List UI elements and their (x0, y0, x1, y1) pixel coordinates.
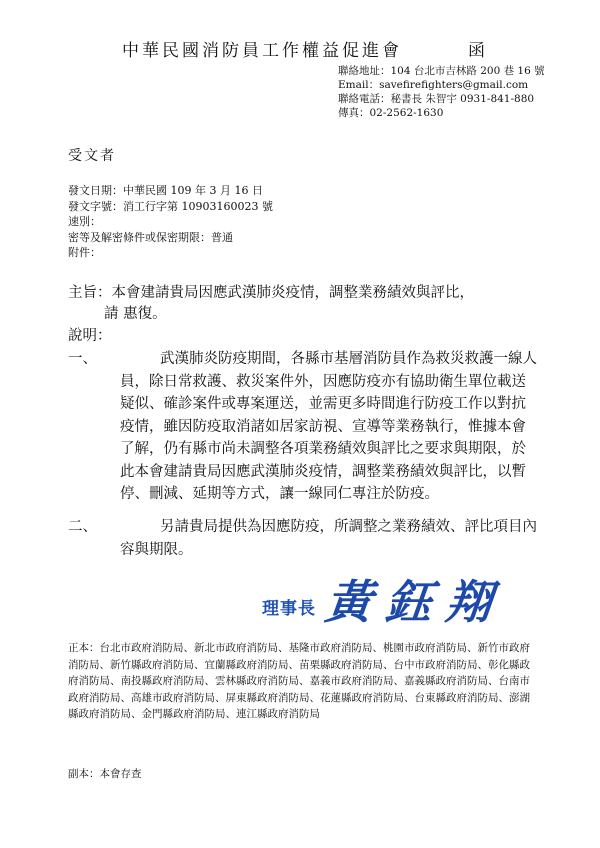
attachments: 附件： (68, 246, 101, 259)
document-meta (68, 183, 273, 261)
subject-line-2: 請 惠復。 (104, 306, 167, 322)
signature-block (262, 566, 509, 632)
explanation-label: 說明： (68, 328, 112, 344)
item-text (28, 516, 538, 561)
contact-fax: 傳真：02-2562-1630 (338, 107, 444, 119)
contact-block (338, 64, 588, 120)
signature-name: 黃鈺翔 (322, 575, 509, 629)
urgency: 速別： (68, 215, 101, 228)
distribution-main: 正本：台北市政府消防局、新北市政府消防局、基隆市政府消防局、桃園市政府消防局、新竹市政府消防局、新竹縣政府消防局、宜蘭縣政府消防局、苗栗縣政府消防局、台中市政府消防局、彰化縣政府消防局、南投縣政府消防局、雲林縣政府消防局、嘉義市政府消防局、嘉義縣政府消防局、台南市政府消防局、高雄市政府消防局、屏東縣政府消防局、花蓮縣政府消防局、台東縣政府消防局、澎湖縣政府消防局、金門縣政府消防局、連江縣政府消防局 (68, 642, 530, 720)
item-text-content: 武漢肺炎防疫期間，各縣市基層消防員作為救災救護一線人員，除日常救護、救災案件外，因應防疫亦有協助衛生單位載送疑似、確診案件或專案運送，並需更多時間進行防疫工作以對抗疫情，雖因防疫取消諸如居家訪視、宣導等業務執行，惟據本會了解，仍有縣市尚未調整各項業務績效與評比之要求與期限，於此本會建請貴局因應武漢肺炎疫情，調整業務績效與評比，以暫停、刪減、延期等方式，讓一線同仁專注於防疫。 (120, 351, 537, 502)
subject (68, 283, 538, 325)
contact-phone: 聯絡電話：秘書長 朱智宇 0931-841-880 (338, 93, 535, 105)
issue-date: 發文日期：中華民國 109 年 3 月 16 日 (68, 184, 263, 197)
item-number: 二、 (68, 519, 97, 535)
contact-address: 聯絡地址：104 台北市吉林路 200 巷 16 號 (338, 65, 545, 77)
recipient-label: 受文者 (68, 148, 116, 164)
distribution-copy: 副本：本會存查 (68, 768, 142, 780)
document-number: 發文字號：消工行字第 10903160023 號 (68, 199, 273, 213)
item-number: 一、 (68, 351, 97, 367)
signature-title: 理事長 (262, 598, 316, 619)
contact-email: Email：savefirefighters@gmail.com (338, 79, 529, 91)
organization-title: 中華民國消防員工作權益促進會 (122, 41, 402, 61)
item-text (28, 348, 538, 506)
item-text-content: 另請貴局提供為因應防疫，所調整之業務績效、評比項目內容與期限。 (120, 519, 537, 558)
secrecy-level: 密等及解密條件或保密期限：普通 (68, 230, 233, 244)
explanation-item (68, 348, 538, 506)
explanation-item (68, 516, 538, 561)
subject-line-1: 主旨：本會建請貴局因應武漢肺炎疫情，調整業務績效與評比， (68, 285, 474, 301)
document-type: 函 (468, 41, 485, 61)
